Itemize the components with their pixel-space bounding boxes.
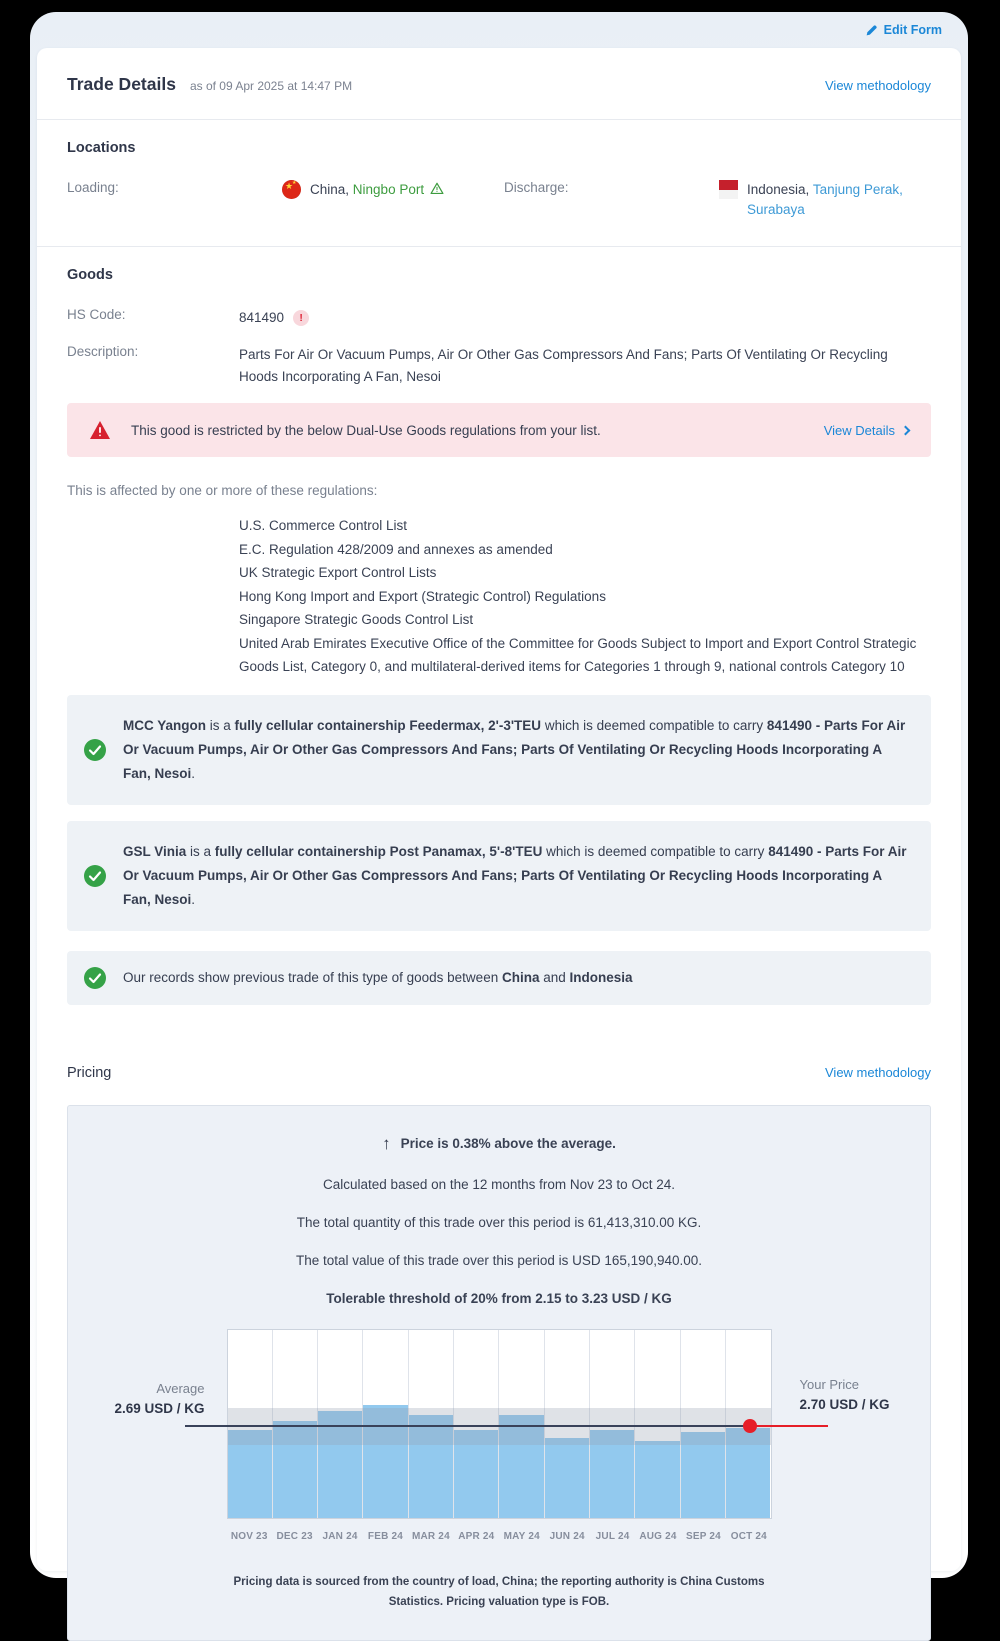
month-tick-label: FEB 24 [367, 1530, 404, 1542]
text-segment: China [501, 969, 540, 985]
month-tick-label: AUG 24 [639, 1530, 677, 1542]
month-tick-label: OCT 24 [730, 1530, 767, 1542]
loading-country: China, [310, 182, 350, 197]
text-segment: is a [206, 717, 235, 733]
text-segment: which is deemed compatible to carry [541, 717, 767, 733]
pricing-view-methodology-link[interactable]: View methodology [825, 1064, 931, 1080]
view-details-label: View Details [823, 422, 895, 438]
discharge-port-link[interactable]: Tanjung Perak, Surabaya [747, 182, 903, 217]
loading-value [282, 180, 504, 200]
price-bar [681, 1432, 725, 1517]
affected-note: This is affected by one or more of these regulations: [67, 483, 378, 498]
check-circle-icon [84, 967, 106, 989]
edit-form-label: Edit Form [883, 23, 942, 37]
text-segment: which is deemed compatible to carry [542, 843, 769, 859]
pricing-heading: Pricing [67, 1064, 112, 1081]
threshold-line: Tolerable threshold of 20% from 2.15 to 3.23 USD / KG [326, 1290, 672, 1306]
regulation-item: U.S. Commerce Control List [239, 518, 408, 533]
text-segment: fully cellular containership Post Panamax, 5'-8'TEU [214, 843, 543, 859]
text-segment: MCC Yangon [123, 717, 207, 733]
price-headline [68, 1134, 930, 1154]
price-headline-text: Price is 0.38% above the average. [400, 1136, 616, 1151]
discharge-value [719, 180, 931, 220]
text-segment: GSL Vinia [123, 843, 187, 859]
vessel-check-box [67, 821, 931, 931]
loading-label: Loading: [67, 180, 119, 195]
hs-code-label: HS Code: [67, 307, 126, 322]
month-tick-label: MAY 24 [503, 1530, 540, 1542]
warning-triangle-icon [430, 182, 444, 195]
discharge-label: Discharge: [504, 180, 569, 195]
average-value: 2.69 USD / KG [114, 1400, 205, 1416]
page-title: Trade Details [67, 74, 176, 94]
total-quantity-line: The total quantity of this trade over this period is 61,413,310.00 KG. [296, 1214, 702, 1230]
your-price-value: 2.70 USD / KG [799, 1396, 890, 1412]
description-row [67, 344, 931, 388]
chevron-right-icon [901, 425, 911, 435]
edit-form-bar [30, 12, 968, 48]
your-price-line [750, 1425, 828, 1427]
month-tick-label: JUL 24 [595, 1530, 630, 1542]
price-bar [545, 1438, 589, 1518]
your-price-dot [743, 1419, 757, 1433]
month-tick-label: MAR 24 [411, 1530, 450, 1542]
average-label: Average [156, 1380, 205, 1396]
locations-section [37, 120, 961, 246]
restricted-badge-icon: ! [293, 310, 309, 326]
text-segment: . [191, 765, 196, 781]
hs-code: 841490 [239, 310, 285, 325]
view-methodology-link[interactable]: View methodology [825, 78, 931, 93]
inner-card [37, 48, 961, 1608]
goods-heading: Goods [67, 267, 113, 283]
regulation-item: United Arab Emirates Executive Office of the Committee for Goods Subject to Import and Export Control Strategic Goods List, Category 0, and multilateral-derived items for Categories 1 through 9, national controls Category 10 [239, 635, 917, 674]
regulations-list [239, 514, 931, 679]
trade-details-card [30, 12, 968, 1608]
vessel-check-text [123, 714, 909, 786]
text-segment: Indonesia [569, 969, 633, 985]
month-tick-label: JUN 24 [549, 1530, 585, 1542]
price-bar [635, 1441, 679, 1517]
calc-period-line: Calculated based on the 12 months from Nov 23 to Oct 24. [323, 1176, 675, 1192]
hs-code-value [239, 307, 911, 329]
as-of-timestamp: as of 09 Apr 2025 at 14:47 PM [189, 79, 353, 93]
pricing-box [67, 1105, 931, 1641]
restriction-alert-banner [67, 403, 931, 457]
discharge-location-text [747, 180, 919, 220]
text-segment: Our records show previous trade of this type of goods between [123, 969, 502, 985]
edit-form-button[interactable] [865, 23, 942, 37]
regulation-item: Hong Kong Import and Export (Strategic Control) Regulations [239, 588, 606, 604]
hs-code-row [67, 307, 931, 329]
text-segment: . [191, 891, 196, 907]
vessel-check-boxes [67, 695, 931, 931]
discharge-country: Indonesia, [747, 182, 810, 197]
pricing-header [37, 1031, 961, 1081]
your-price-label-block [800, 1375, 890, 1415]
chart-month-axis [227, 1531, 772, 1542]
goods-section [37, 247, 961, 1031]
regulation-item: UK Strategic Export Control Lists [239, 565, 437, 580]
price-chart [114, 1329, 890, 1519]
loading-port-link[interactable]: Ningbo Port [352, 182, 425, 197]
records-check-text [123, 966, 633, 990]
month-tick-label: DEC 23 [276, 1530, 313, 1542]
chart-plot-area [227, 1329, 772, 1519]
loading-location-text [310, 180, 444, 200]
text-segment: is a [186, 843, 215, 859]
pencil-icon [865, 24, 878, 37]
description-label: Description: [67, 344, 139, 359]
view-details-link[interactable] [824, 423, 909, 438]
regulation-item: Singapore Strategic Goods Control List [239, 612, 474, 627]
indonesia-flag-icon [719, 180, 738, 199]
month-tick-label: SEP 24 [685, 1530, 721, 1542]
month-tick-label: APR 24 [458, 1530, 495, 1542]
average-label-block [114, 1379, 204, 1419]
check-circle-icon [84, 865, 106, 887]
text-segment: fully cellular containership Feedermax, 2'-3'TEU [234, 717, 542, 733]
locations-grid [67, 180, 931, 220]
text-segment: 841490 - Parts For Air Or Vacuum Pumps, Air Or Other Gas Compressors And Fans; Parts Of Ventilating Or Recycling Hoods Incorporating A Fan, Nesoi [123, 717, 906, 781]
total-value-line: The total value of this trade over this period is USD 165,190,940.00. [296, 1252, 702, 1268]
restriction-alert-text: This good is restricted by the below Dual-Use Goods regulations from your list. [131, 422, 601, 438]
records-check-box [67, 951, 931, 1005]
locations-heading: Locations [67, 140, 136, 156]
china-flag-icon: ★ ★ [282, 180, 301, 199]
month-tick-label: NOV 23 [230, 1530, 268, 1542]
up-arrow-icon: ↑ [382, 1133, 391, 1153]
text-segment: 841490 - Parts For Air Or Vacuum Pumps, Air Or Other Gas Compressors And Fans; Parts Of Ventilating Or Recycling Hoods Incorporating A Fan, Nesoi [123, 843, 907, 907]
regulation-item: E.C. Regulation 428/2009 and annexes as amended [239, 541, 553, 557]
description-value: Parts For Air Or Vacuum Pumps, Air Or Other Gas Compressors And Fans; Parts Of Ventilating Or Recycling Hoods Incorporating A Fan, Nesoi [239, 347, 888, 384]
your-price-label: Your Price [799, 1376, 859, 1392]
average-line [185, 1425, 751, 1427]
month-tick-label: JAN 24 [322, 1530, 358, 1542]
vessel-check-box [67, 695, 931, 805]
alert-triangle-icon [89, 420, 111, 440]
page-header [37, 48, 961, 119]
check-circle-icon [84, 739, 106, 761]
vessel-check-text [123, 840, 909, 912]
pricing-footnote: Pricing data is sourced from the country of load, China; the reporting authority is China Customs Statistics. Pricing valuation type is FOB. [233, 1575, 765, 1608]
text-segment: and [539, 969, 570, 985]
